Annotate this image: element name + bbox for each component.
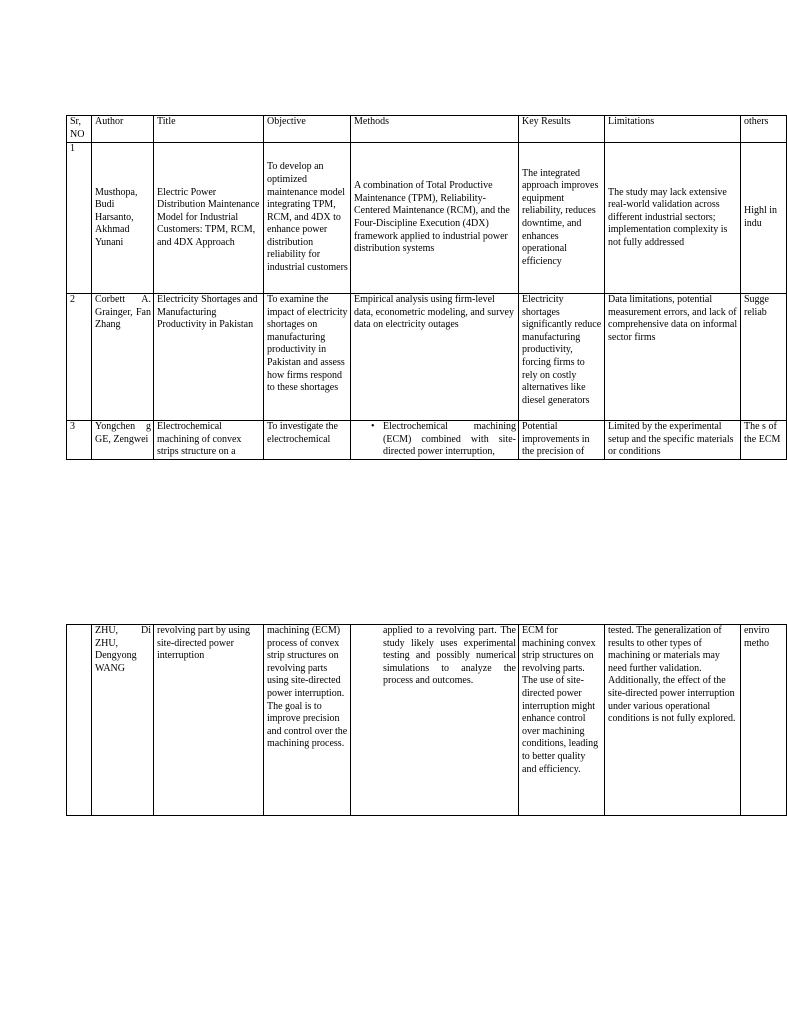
row-1-key-results: The integrated approach improves equipment reliability, reduces downtime, and enhances operational efficiency [519,143,605,294]
row-1-limitations: The study may lack extensive real-world validation across different industrial sectors; implementation complexity is not fully addressed [605,143,741,294]
header-objective: Objective [264,116,351,143]
row-3-continued-title: revolving part by using site-directed power interruption [154,625,264,816]
bullet-point: • [371,421,375,432]
row-3-methods [351,421,519,460]
row-3-key-results: Potential improvements in the precision of [519,421,605,460]
row-3-continued-objective: machining (ECM) process of convex strip structures on revolving parts using site-directed power interruption. The goal is to improve precision and control over the machining process. [264,625,351,816]
table-row [67,421,787,460]
row-3-title: Electrochemical machining of convex strips structure on a [154,421,264,460]
row-3-limitations: Limited by the experimental setup and the specific materials or conditions [605,421,741,460]
row-3-continued-key-results: ECM for machining convex strip structures on revolving parts. The use of site-directed power interruption might enhance control over machining conditions, leading to better quality and efficiency. [519,625,605,816]
row-2-others: Sugge reliab [741,294,787,421]
row-2-objective: To examine the impact of electricity shortages on manufacturing productivity in Pakistan and assess how firms respond to these shortages [264,294,351,421]
row-3-continued-limitations: tested. The generalization of results to other types of machining or materials may need further validation. Additionally, the effect of the site-directed power interruption under various operational conditions is not fully explored. [605,625,741,816]
row-1-objective: To develop an optimized maintenance model integrating TPM, RCM, and 4DX to enhance power distribution reliability for industrial customers [264,143,351,294]
row-1-sr: 1 [67,143,92,294]
row-3-continued-sr [67,625,92,816]
header-others: others [741,116,787,143]
row-1-others: Highl in indu [741,143,787,294]
header-methods: Methods [351,116,519,143]
row-3-sr: 3 [67,421,92,460]
table-row [67,143,787,294]
row-3-methods-text: Electrochemical machining (ECM) combined with site-directed power interruption, [383,421,516,458]
row-2-author: Corbett A. Grainger, Fan Zhang [92,294,154,421]
row-3-others: The s of the ECM [741,421,787,460]
header-sr-no: Sr, NO [67,116,92,143]
table-header-row [67,116,787,143]
row-3-continued-methods: applied to a revolving part. The study likely uses experimental testing and possibly numerical simulations to analyze the process and outcomes. [351,625,519,816]
row-2-key-results: Electricity shortages significantly reduce manufacturing productivity, forcing firms to rely on costly alternatives like diesel generators [519,294,605,421]
row-3-author: Yongchen g GE, Zengwei [92,421,154,460]
literature-review-table-continued [66,624,787,816]
row-3-continued-others: enviro metho [741,625,787,816]
header-limitations: Limitations [605,116,741,143]
row-1-methods: A combination of Total Productive Maintenance (TPM), Reliability-Centered Maintenance (RCM), and the Four-Discipline Execution (4DX) framework applied to industrial power distribution systems [351,143,519,294]
row-1-author: Musthopa, Budi Harsanto, Akhmad Yunani [92,143,154,294]
header-key-results: Key Results [519,116,605,143]
row-3-continued-author: ZHU, Di ZHU, Dengyong WANG [92,625,154,816]
row-2-methods: Empirical analysis using firm-level data, econometric modeling, and survey data on electricity outages [351,294,519,421]
table-row [67,625,787,816]
header-author: Author [92,116,154,143]
header-title: Title [154,116,264,143]
row-1-title: Electric Power Distribution Maintenance Model for Industrial Customers: TPM, RCM, and 4DX Approach [154,143,264,294]
row-2-limitations: Data limitations, potential measurement errors, and lack of comprehensive data on informal sector firms [605,294,741,421]
table-row [67,294,787,421]
literature-review-table [66,115,787,460]
row-3-objective: To investigate the electrochemical [264,421,351,460]
row-2-sr: 2 [67,294,92,421]
row-2-title: Electricity Shortages and Manufacturing Productivity in Pakistan [154,294,264,421]
